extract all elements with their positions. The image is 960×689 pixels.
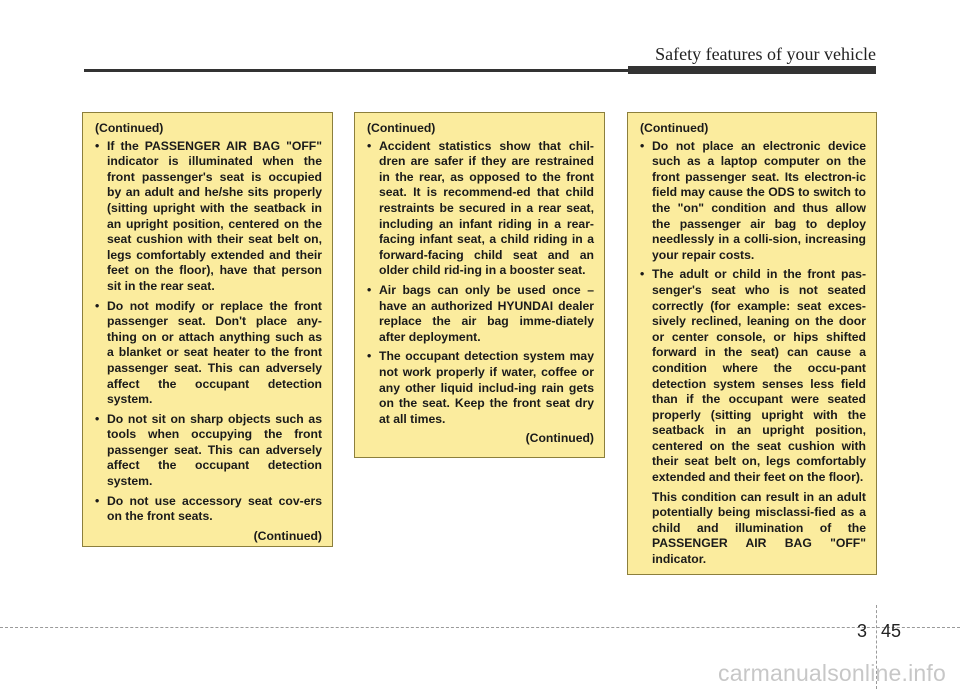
list-item: • Accident statistics show that chil-dren are safer if they are restrained in the rear, as opposed to the front seat. It is recommend-ed that child restraints be secured in a rear seat, including an infant riding in a rear-facing infant seat, a child riding in a forward-facing child seat and an older child rid-ing in a booster seat. [367,138,594,278]
closing-paragraph: This condition can result in an adult potentially being misclassi-fied as a child and illumination of the PASSENGER AIR BAG "OFF" indicator. [652,489,866,567]
list-item: • Air bags can only be used once – have an authorized HYUNDAI dealer replace the air bag imme-diately after deployment. [367,282,594,344]
warning-panel-2 [354,112,605,458]
page-number: 45 [881,621,902,641]
list-item: • Do not modify or replace the front passenger seat. Don't place any-thing on or attach anything such as a blanket or seat heater to the front passenger seat. This can adversely affect the occupant detection system. [95,298,322,407]
bullet-icon: • [640,267,645,282]
bullet-icon: • [95,493,100,508]
list-item: • The adult or child in the front pas-senger's seat who is not seated correctly (for example: seat exces-sively reclined, leaning on the door or center console, or hips shifted forward in the seat) can cause a condition where the occu-pant detection system senses less field than if the occupant were seated properly (sitting upright with the seatback in an upright position, centered on the seat cushion with their seat belt on, legs comfortably extended and their feet on the floor). [640,267,866,485]
list-item: • Do not use accessory seat cov-ers on the front seats. [95,493,322,524]
bullet-icon: • [95,411,100,426]
list-item: • The occupant detection system may not work properly if water, coffee or any other liquid includ-ing rain gets on the seat. Keep the front seat dry at all times. [367,349,594,426]
continued-label: (Continued) [367,121,436,135]
continued-label: (Continued) [95,121,164,135]
bullet-icon: • [95,138,100,153]
bullet-icon: • [367,138,372,153]
continued-label: (Continued) [253,528,322,543]
continued-label: (Continued) [525,431,594,446]
header-rule-accent [628,66,876,74]
warning-panel-3 [627,112,877,575]
bullet-icon: • [367,282,372,297]
bullet-icon: • [640,138,645,153]
bullet-icon: • [95,298,100,313]
list-item: • Do not sit on sharp objects such as tools when occupying the front passenger seat. This can adversely affect the occupant detection system. [95,411,322,489]
list-item: • Do not place an electronic device such as a laptop computer on the front passenger seat. Its electron-ic field may cause the ODS to switch to the "on" condition and thus allow the passenger air bag to deploy needlessly in a colli-sion, increasing your repair costs. [640,138,866,262]
watermark: carmanualsonline.info [718,660,946,686]
footer-rule [0,627,960,628]
page-header-title: Safety features of your vehicle [655,44,876,64]
bullet-icon: • [367,349,372,364]
list-item: • If the PASSENGER AIR BAG "OFF" indicator is illuminated when the front passenger's seat is occupied by an adult and he/she sits properly (sitting upright with the seatback in an upright position, centered on the seat cushion with their seat belt on, legs comfortably extended and their feet on the floor), have that person sit in the rear seat. [95,138,322,293]
chapter-number: 3 [857,621,868,641]
continued-label: (Continued) [640,121,709,135]
warning-panel-1 [82,112,333,547]
